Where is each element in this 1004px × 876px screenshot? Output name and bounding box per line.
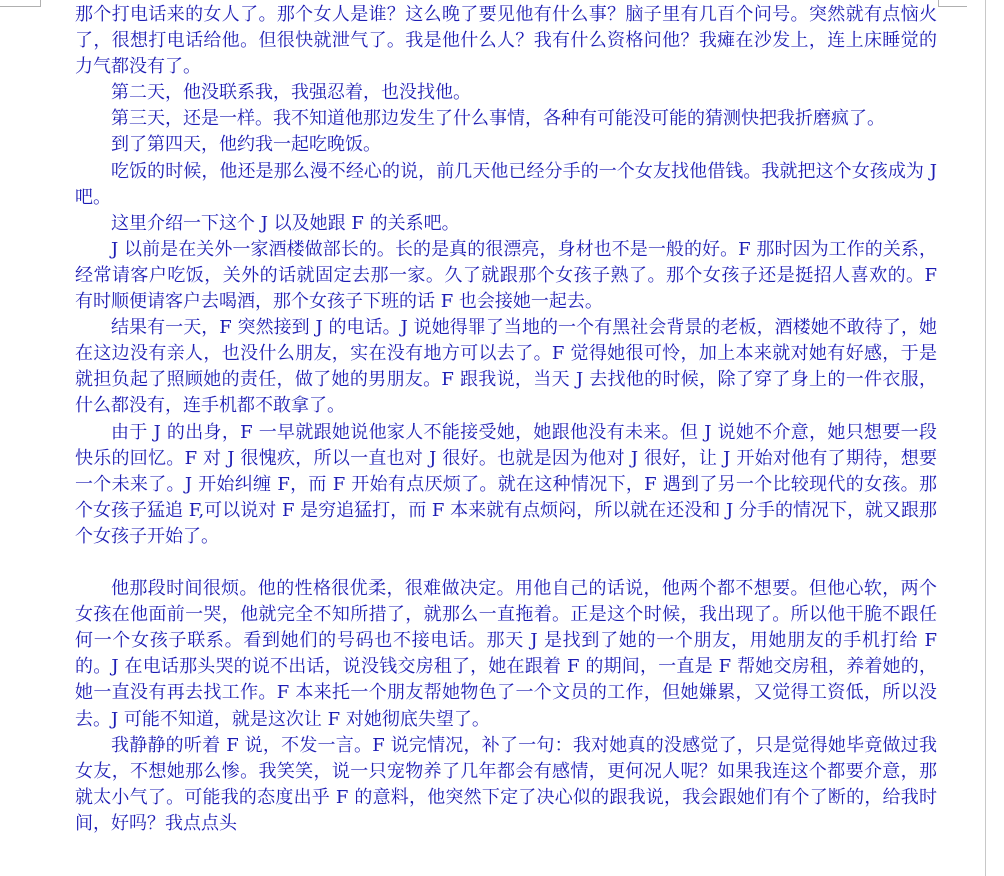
paragraph: 吃饭的时候，他还是那么漫不经心的说，前几天他已经分手的一个女友找他借钱。我就把这个女孩成为 J 吧。 [75, 160, 937, 208]
paragraph: 由于 J 的出身，F 一早就跟她说他家人不能接受她，她跟他没有未来。但 J 说她不介意，她只想要一段快乐的回忆。F 对 J 很愧疚，所以一直也对 J 很好。也就是因为他对 J 很好，让 J 开始对他有了期待，想要一个未来了。J 开始纠缠 F，而 F 开始有点厌烦了。就在这种情况下，F 遇到了另一个比较现代的女孩。那个女孩子猛追 F,可以说对 F 是穷追猛打，而 F 本来就有点烦闷，所以就在还没和 J 分手的情况下，就又跟那个女孩子开始了。 [75, 421, 937, 547]
page-corner-mark-left [0, 0, 41, 7]
blank-line [75, 550, 937, 576]
paragraph: 第三天，还是一样。我不知道他那边发生了什么事情，各种有可能没可能的猜测快把我折磨疯了。 [111, 108, 885, 130]
paragraph: 我静静的听着 F 说，不发一言。F 说完情况，补了一句：我对她真的没感觉了，只是觉得她毕竟做过我女友，不想她那么惨。我笑笑，说一只宠物养了几年都会有感情，更何况人呢？如果我连这个都要介意，那就太小气了。可能我的态度出乎 F 的意料，他突然下定了决心似的跟我说，我会跟她们有个了断的，给我时间，好吗？我点点头 [75, 734, 937, 834]
document-body[interactable] [75, 2, 937, 837]
paragraph: 他那段时间很烦。他的性格很优柔，很难做决定。用他自己的话说，他两个都不想要。但他心软，两个女孩在他面前一哭，他就完全不知所措了，就那么一直拖着。正是这个时候，我出现了。所以他干脆不跟任何一个女孩子联系。看到她们的号码也不接电话。那天 J 是找到了她的一个朋友，用她朋友的手机打给 F 的。J 在电话那头哭的说不出话，说没钱交房租了，她在跟着 F 的期间，一直是 F 帮她交房租，养着她的，她一直没有再去找工作。F 本来托一个朋友帮她物色了一个文员的工作，但她嫌累，又觉得工资低，所以没去。J 可能不知道，就是这次让 F 对她彻底失望了。 [75, 578, 937, 730]
paragraph: 到了第四天，他约我一起吃晚饭。 [111, 134, 381, 156]
page-right-margin [985, 0, 1004, 876]
paragraph: 第二天，他没联系我，我强忍着，也没找他。 [111, 82, 471, 104]
page-corner-mark-right [938, 0, 967, 7]
paragraph: 结果有一天，F 突然接到 J 的电话。J 说她得罪了当地的一个有黑社会背景的老板，酒楼她不敢待了，她在这边没有亲人，也没什么朋友，实在没有地方可以去了。F 觉得她很可怜，加上本来就对她有好感，于是就担负起了照顾她的责任，做了她的男朋友。F 跟我说，当天 J 去找他的时候，除了穿了身上的一件衣服，什么都没有，连手机都不敢拿了。 [75, 317, 937, 417]
paragraph: J 以前是在关外一家酒楼做部长的。长的是真的很漂亮，身材也不是一般的好。F 那时因为工作的关系，经常请客户吃饭，关外的话就固定去那一家。久了就跟那个女孩子熟了。那个女孩子还是挺招人喜欢的。F 有时顺便请客户去喝酒，那个女孩子下班的话 F 也会接她一起去。 [75, 238, 937, 313]
paragraph: 那个打电话来的女人了。那个女人是谁？这么晚了要见他有什么事？脑子里有几百个问号。突然就有点恼火了，很想打电话给他。但很快就泄气了。我是他什么人？我有什么资格问他？我瘫在沙发上，连上床睡觉的力气都没有了。 [75, 4, 937, 78]
paragraph: 这里介绍一下这个 J 以及她跟 F 的关系吧。 [111, 212, 460, 234]
